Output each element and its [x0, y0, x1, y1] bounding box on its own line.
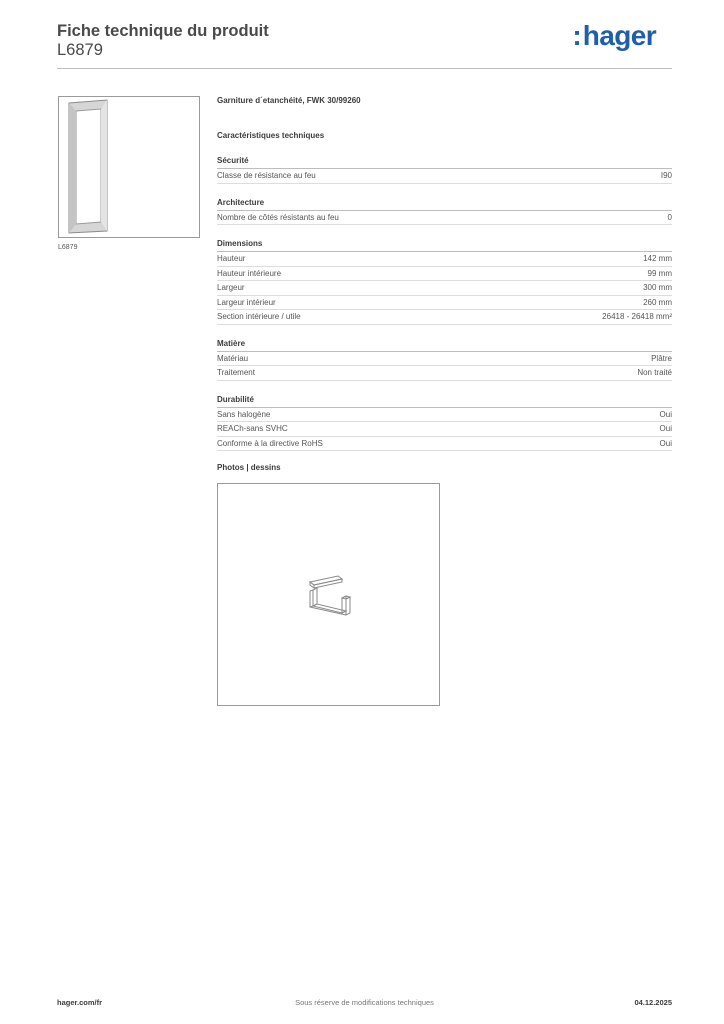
spec-row: [217, 310, 672, 325]
spec-value: 0: [667, 212, 672, 222]
page-header: [57, 20, 672, 70]
spec-value: Oui: [659, 438, 672, 448]
spec-label: Largeur intérieur: [217, 297, 276, 307]
spec-section: [217, 338, 672, 381]
spec-row: [217, 437, 672, 452]
spec-row: [217, 169, 672, 184]
spec-section: [217, 155, 672, 184]
specifications: [217, 95, 672, 464]
tech-specs-heading: Caractéristiques techniques: [217, 131, 325, 140]
spec-section: [217, 238, 672, 325]
spec-label: REACh-sans SVHC: [217, 424, 288, 433]
spec-value: I90: [660, 171, 672, 180]
spec-value: Plâtre: [651, 353, 672, 363]
seal-frame-illustration: [59, 97, 199, 237]
footer-notice: Sous réserve de modifications techniques: [295, 998, 434, 1007]
spec-label: Nombre de côtés résistants au feu: [217, 212, 339, 222]
header-divider: [57, 68, 672, 69]
spec-label: Section intérieure / utile: [217, 312, 301, 321]
spec-row: [217, 366, 672, 381]
section-title: Matière: [217, 338, 672, 352]
image-caption: L6879: [58, 244, 78, 251]
footer-website: hager.com/fr: [57, 998, 103, 1007]
document-title: Fiche technique du produit: [57, 22, 269, 40]
spec-row: [217, 281, 672, 296]
hager-logo: :hager: [572, 20, 656, 51]
spec-row: [217, 352, 672, 367]
spec-section: [217, 197, 672, 226]
spec-value: Oui: [659, 424, 672, 433]
spec-label: Sans halogène: [217, 409, 271, 419]
spec-value: 260 mm: [643, 297, 672, 307]
spec-label: Hauteur: [217, 254, 246, 263]
spec-row: [217, 408, 672, 423]
spec-row: [217, 422, 672, 437]
spec-section: [217, 394, 672, 452]
spec-row: [217, 252, 672, 267]
section-title: Sécurité: [217, 155, 672, 169]
spec-value: 142 mm: [643, 254, 672, 263]
logo-text: hager: [582, 20, 656, 51]
product-name: Garniture d´etanchéité, FWK 30/99260: [217, 96, 361, 105]
spec-row: [217, 267, 672, 282]
seal-parts-drawing: [218, 484, 439, 705]
spec-label: Classe de résistance au feu: [217, 171, 316, 180]
spec-row: [217, 211, 672, 226]
spec-value: 300 mm: [643, 283, 672, 292]
photos-heading: Photos | dessins: [217, 463, 281, 472]
spec-label: Conforme à la directive RoHS: [217, 438, 323, 448]
spec-value: Oui: [659, 409, 672, 419]
section-title: Dimensions: [217, 238, 672, 252]
spec-value: Non traité: [637, 368, 672, 377]
spec-label: Hauteur intérieure: [217, 268, 282, 278]
spec-label: Matériau: [217, 353, 249, 363]
section-title: Architecture: [217, 197, 672, 211]
spec-label: Traitement: [217, 368, 255, 377]
section-title: Durabilité: [217, 394, 672, 408]
product-reference: L6879: [57, 41, 103, 59]
footer-date: 04.12.2025: [634, 998, 672, 1007]
spec-label: Largeur: [217, 283, 245, 292]
spec-sections: [217, 155, 672, 451]
spec-row: [217, 296, 672, 311]
product-drawing: [217, 483, 440, 706]
product-image: [58, 96, 200, 238]
spec-value: 26418 - 26418 mm²: [602, 312, 672, 321]
spec-value: 99 mm: [647, 268, 672, 278]
